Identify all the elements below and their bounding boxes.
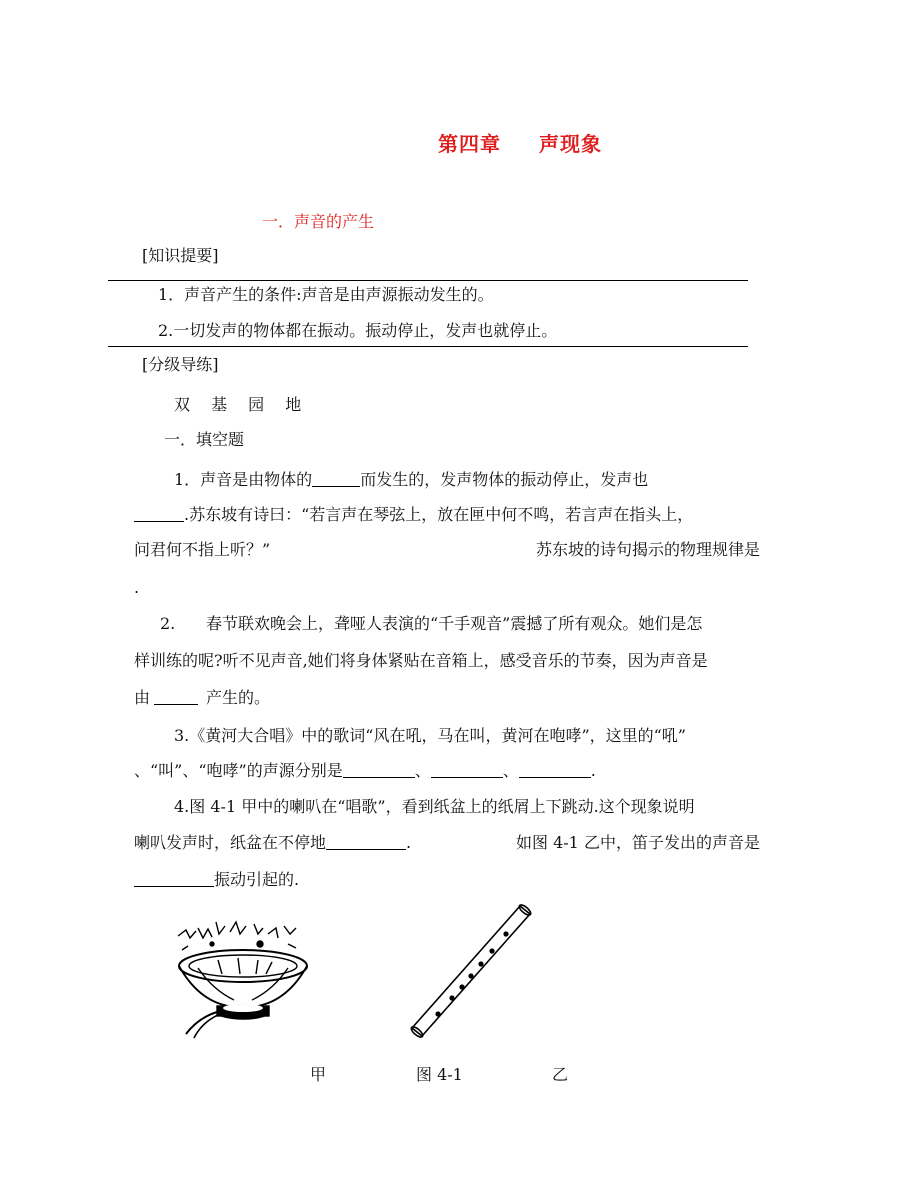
q3-line1: 3.《黄河大合唱》中的歌词“风在吼，马在叫，黄河在咆哮”，这里的“吼” xyxy=(174,726,686,745)
knowledge-point-2: 2.一切发声的物体都在振动。振动停止，发声也就停止。 xyxy=(158,321,558,340)
q1-blank-1[interactable] xyxy=(312,470,360,487)
q1-line1: 1．声音是由物体的 而发生的，发声物体的振动停止，发声也 xyxy=(174,470,649,489)
section-heading: 一．声音的产生 xyxy=(262,212,375,231)
q4-blank-1[interactable] xyxy=(326,833,406,850)
q4-line1: 4.图 4-1 甲中的喇叭在“唱歌”，看到纸盆上的纸屑上下跳动.这个现象说明 xyxy=(174,797,695,816)
divider-bottom xyxy=(108,346,748,347)
q1-line4: . xyxy=(134,578,140,597)
divider-top xyxy=(108,280,748,281)
knowledge-point-1: 1．声音产生的条件:声音是由声源振动发生的。 xyxy=(158,285,494,304)
q4-line2a: 喇叭发声时，纸盆在不停地 . xyxy=(134,833,412,852)
q2-line3: 由 产生的。 xyxy=(134,688,271,707)
speaker-illustration xyxy=(168,914,318,1042)
fill-in-section: 一．填空题 xyxy=(164,430,245,449)
q3-blank-1[interactable] xyxy=(343,761,415,778)
chapter-title xyxy=(438,128,602,157)
q2-line2: 样训练的呢?听不见声音,她们将身体紧贴在音箱上，感受音乐的节奏，因为声音是 xyxy=(134,651,708,670)
figure-caption: 图 4-1 xyxy=(416,1065,463,1084)
q4-line2c: 如图 4-1 乙中，笛子发出的声音是 xyxy=(516,833,760,852)
q3-blank-3[interactable] xyxy=(519,761,591,778)
q1-line3b: 苏东坡的诗句揭示的物理规律是 xyxy=(536,540,761,559)
practice-subheader: 双 基 园 地 xyxy=(174,395,310,414)
q1-line2: .苏东坡有诗曰：“若言声在琴弦上，放在匣中何不鸣，若言声在指头上， xyxy=(134,505,693,525)
chapter-topic: 声现象 xyxy=(539,132,602,156)
q1-blank-2[interactable] xyxy=(134,505,184,522)
q2-blank[interactable] xyxy=(154,688,198,705)
figure-label-left: 甲 xyxy=(310,1065,327,1084)
flute-illustration xyxy=(406,900,538,1042)
q4-blank-2[interactable] xyxy=(134,870,214,887)
q2-number: 2. xyxy=(160,614,176,633)
q2-line1: 春节联欢晚会上，聋哑人表演的“千手观音”震撼了所有观众。她们是怎 xyxy=(206,614,703,633)
q3-line2: 、“叫”、“咆哮”的声源分别是 、 、 . xyxy=(134,761,596,780)
q3-blank-2[interactable] xyxy=(431,761,503,778)
q1-line3a: 问君何不指上听？” xyxy=(134,540,271,559)
chapter-number: 第四章 xyxy=(438,132,501,156)
q4-line3: 振动引起的. xyxy=(134,870,299,890)
figure-label-right: 乙 xyxy=(552,1065,569,1084)
knowledge-header: [知识提要] xyxy=(142,246,219,265)
practice-header: [分级导练] xyxy=(142,355,219,374)
